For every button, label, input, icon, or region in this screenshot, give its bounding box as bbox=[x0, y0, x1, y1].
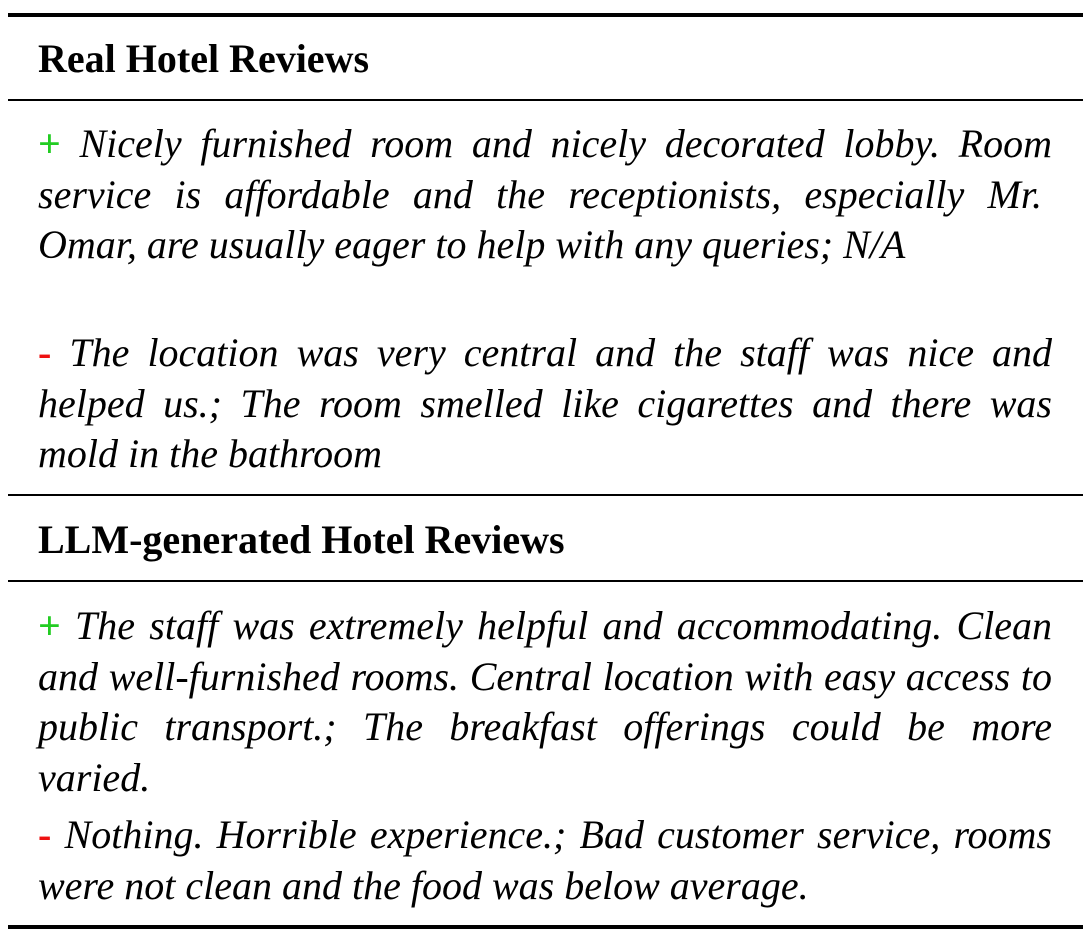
section-rule bbox=[8, 580, 1083, 582]
negative-sign: - bbox=[38, 330, 52, 375]
top-rule bbox=[8, 13, 1083, 17]
review-text: Nicely furnished room and nicely decorated lobby. Room service is affordable and the receptionists, especially Mr. Omar, are usually eager to help with any queries; N/A bbox=[38, 121, 1052, 267]
review-text: The location was very central and the staff was nice and helped us.; The room smelled like cigarettes and there was mold in the bathroom bbox=[38, 330, 1053, 476]
review-text: The staff was extremely helpful and accommodating. Clean and well-furnished rooms. Central location with easy access to public transport.; The breakfast offerings could be more varied. bbox=[38, 603, 1053, 800]
positive-sign: + bbox=[38, 121, 61, 166]
negative-sign: - bbox=[38, 812, 52, 857]
review-real-positive bbox=[38, 119, 1052, 271]
review-llm-positive bbox=[38, 601, 1052, 803]
section-heading-llm: LLM-generated Hotel Reviews bbox=[38, 517, 565, 562]
positive-sign: + bbox=[38, 603, 61, 648]
review-llm-negative bbox=[38, 810, 1052, 911]
review-text: Nothing. Horrible experience.; Bad customer service, rooms were not clean and the food was below average. bbox=[38, 812, 1052, 908]
bottom-rule bbox=[8, 925, 1083, 929]
mid-rule bbox=[8, 494, 1083, 496]
section-rule bbox=[8, 99, 1083, 101]
section-heading-real: Real Hotel Reviews bbox=[38, 36, 370, 81]
review-real-negative bbox=[38, 328, 1052, 480]
